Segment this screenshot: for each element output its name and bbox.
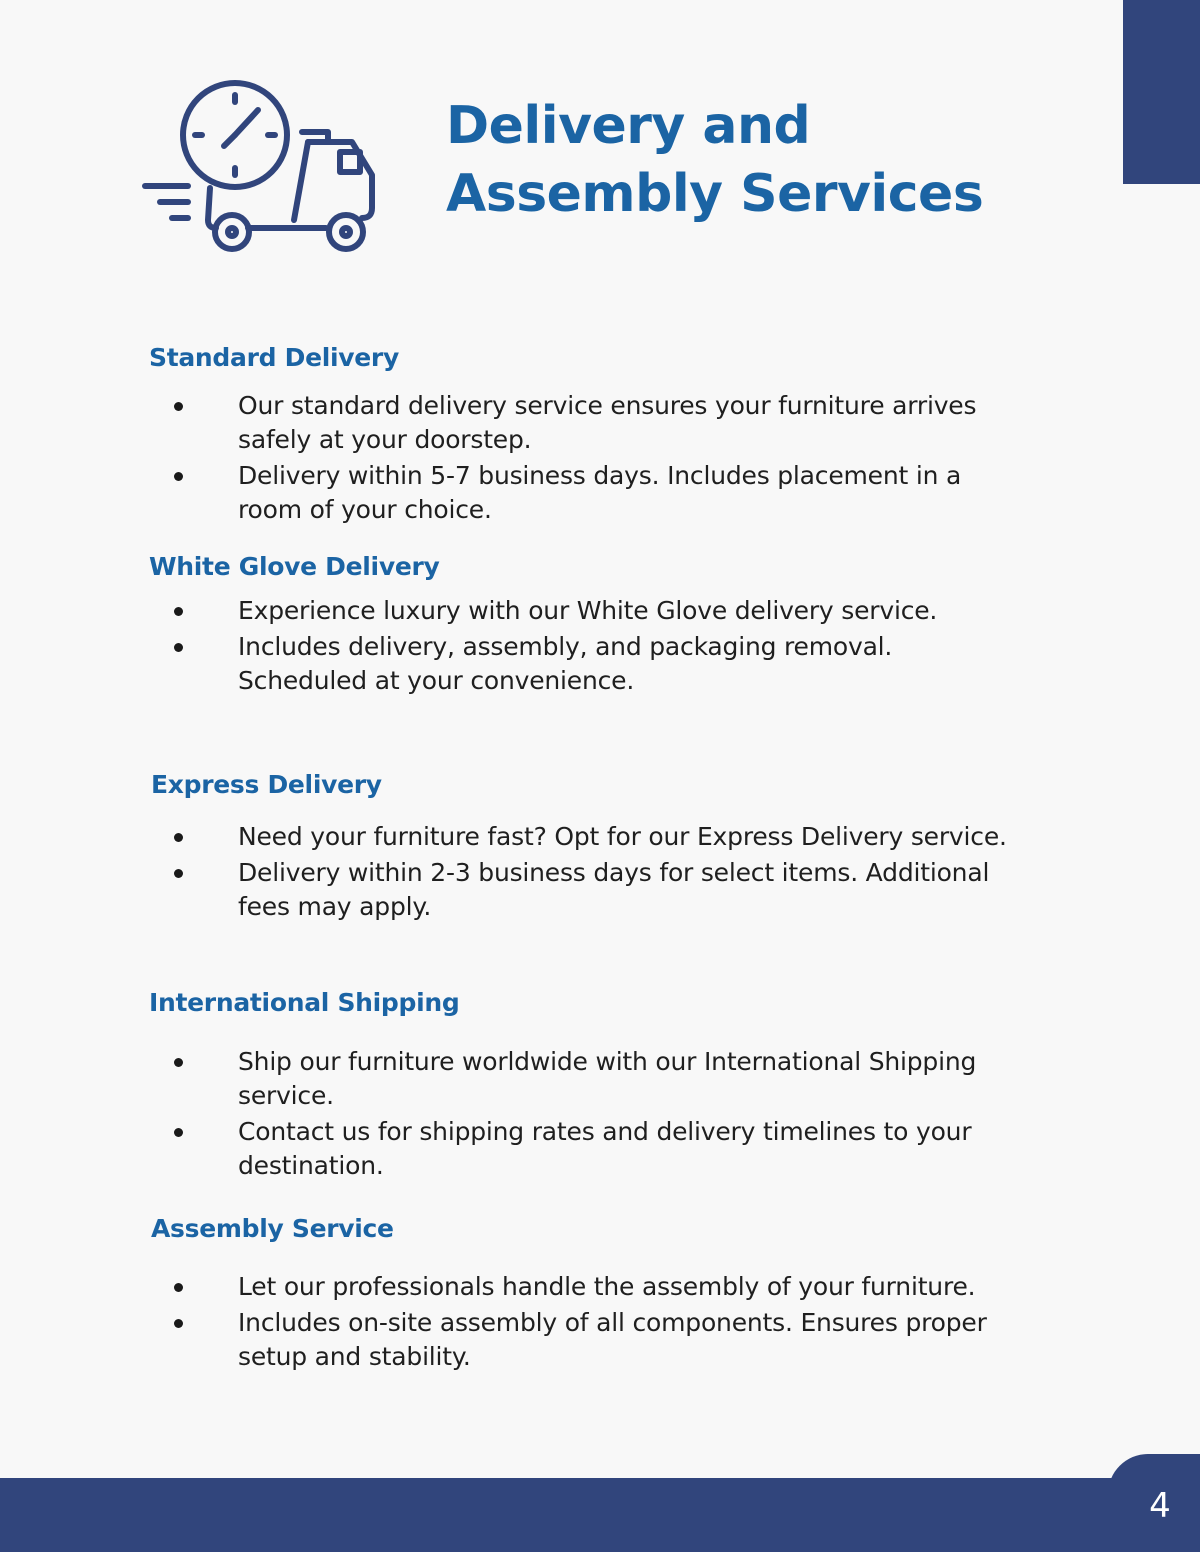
page-title: [446, 92, 1086, 228]
bullet-dot: [174, 833, 183, 842]
bullet-dot: [174, 402, 183, 411]
page-number: 4: [1149, 1486, 1171, 1526]
section-heading-express-delivery: Express Delivery: [151, 770, 382, 799]
section-heading-assembly-service: Assembly Service: [151, 1214, 394, 1243]
list-item: [172, 389, 1022, 457]
list-item: [172, 856, 1022, 924]
list-item: [172, 1115, 1022, 1183]
list-item: [172, 1306, 1022, 1374]
footer-bar: [0, 1478, 1200, 1552]
section-heading-international-shipping: International Shipping: [149, 988, 460, 1017]
bullet-dot: [174, 1283, 183, 1292]
bullet-text: Experience luxury with our White Glove delivery service.: [238, 596, 938, 625]
bullet-list-international-shipping: [172, 1045, 1022, 1185]
bullet-dot: [174, 643, 183, 652]
bullet-dot: [174, 1128, 183, 1137]
bullet-text: Let our professionals handle the assembly of your furniture.: [238, 1272, 976, 1301]
bullet-text: Ship our furniture worldwide with our International Shipping service.: [238, 1047, 977, 1110]
bullet-list-standard-delivery: [172, 389, 1022, 529]
list-item: [172, 594, 1022, 628]
list-item: [172, 459, 1022, 527]
bullet-dot: [174, 472, 183, 481]
bullet-text: Our standard delivery service ensures your furniture arrives safely at your doorstep.: [238, 391, 977, 454]
fast-delivery-truck-clock-icon: [140, 80, 392, 255]
bullet-dot: [174, 1058, 183, 1067]
bullet-text: Need your furniture fast? Opt for our Express Delivery service.: [238, 822, 1007, 851]
bullet-list-express-delivery: [172, 820, 1022, 926]
list-item: [172, 820, 1022, 854]
list-item: [172, 630, 1022, 698]
bullet-text: Delivery within 5-7 business days. Includes placement in a room of your choice.: [238, 461, 962, 524]
list-item: [172, 1045, 1022, 1113]
bullet-text: Delivery within 2-3 business days for select items. Additional fees may apply.: [238, 858, 990, 921]
list-item: [172, 1270, 1022, 1304]
bullet-text: Includes delivery, assembly, and packaging removal. Scheduled at your convenience.: [238, 632, 893, 695]
bullet-dot: [174, 1319, 183, 1328]
corner-decoration: [1123, 0, 1200, 184]
bullet-list-white-glove-delivery: [172, 594, 1022, 700]
section-heading-standard-delivery: Standard Delivery: [149, 343, 399, 372]
page-title-line-2: Assembly Services: [446, 164, 984, 224]
page-title-line-1: Delivery and: [446, 96, 811, 156]
bullet-text: Includes on-site assembly of all components. Ensures proper setup and stability.: [238, 1308, 987, 1371]
bullet-list-assembly-service: [172, 1270, 1022, 1376]
bullet-dot: [174, 607, 183, 616]
bullet-dot: [174, 869, 183, 878]
bullet-text: Contact us for shipping rates and delivery timelines to your destination.: [238, 1117, 972, 1180]
section-heading-white-glove-delivery: White Glove Delivery: [149, 552, 440, 581]
